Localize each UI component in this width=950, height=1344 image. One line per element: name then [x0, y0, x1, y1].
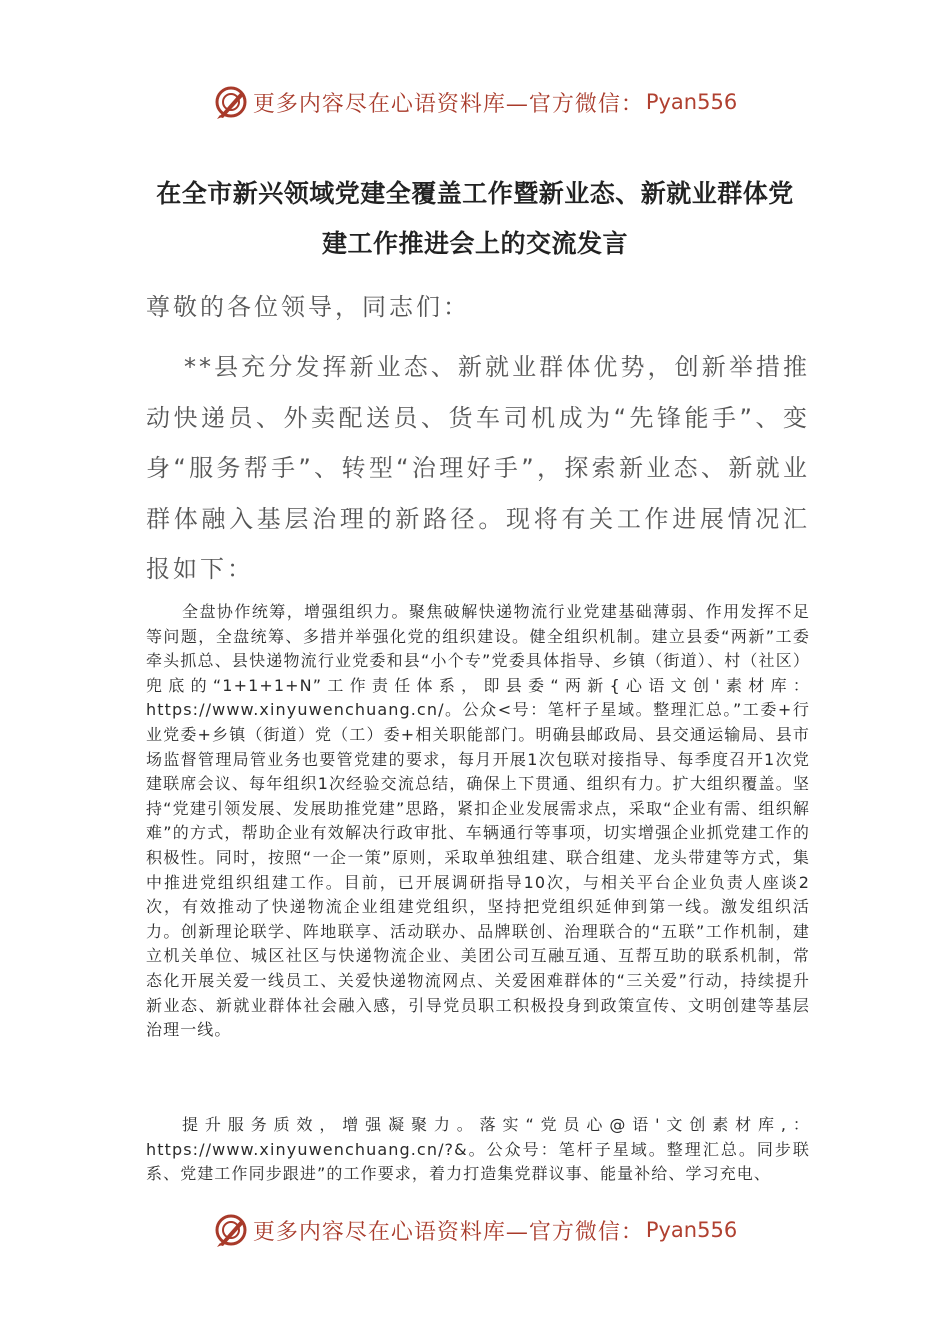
footer-banner [0, 1208, 950, 1252]
salutation: 尊敬的各位领导，同志们： [146, 293, 470, 321]
banner-text: 更多内容尽在心语资料库—官方微信： [252, 91, 644, 117]
banner-wechat-id: Pyan556 [645, 90, 738, 114]
header-banner [0, 80, 950, 124]
banner-text: 更多内容尽在心语资料库—官方微信： [252, 1219, 644, 1245]
banner-wechat-id: Pyan556 [645, 1218, 738, 1242]
document-title-line-1: 在全市新兴领域党建全覆盖工作暨新业态、新就业群体党 [156, 179, 794, 208]
brush-logo-icon [213, 1212, 249, 1248]
intro-paragraph: **县充分发挥新业态、新就业群体优势，创新举措推动快递员、外卖配送员、货车司机成为“先锋能手”、变身“服务帮手”、转型“治理好手”，探索新业态、新就业群体融入基层治理的新路径。现将有关工作进展情况汇报如下： [146, 353, 810, 583]
document-title-line-2: 建工作推进会上的交流发言 [321, 229, 628, 258]
body-paragraph-1: 全盘协作统筹，增强组织力。聚焦破解快递物流行业党建基础薄弱、作用发挥不足等问题，全盘统筹、多措并举强化党的组织建设。健全组织机制。建立县委“两新”工委牵头抓总、县快递物流行业党委和县“小个专”党委具体指导、乡镇（街道）、村（社区）兜底的“1+1+1+N”工作责任体系，即县委“两新{心语文创'素材库：https://www.xinyuwenchuang.cn/。公众<号：笔杆子星域。整理汇总。”工委+行业党委+乡镇（街道）党（工）委+相关职能部门。明确县邮政局、县交通运输局、县市场监督管理局管业务也要管党建的要求，每月开展1次包联对接指导、每季度召开1次党建联席会议、每年组织1次经验交流总结，确保上下贯通、组织有力。扩大组织覆盖。坚持“党建引领发展、发展助推党建”思路，紧扣企业发展需求点，采取“企业有需、组织解难”的方式，帮助企业有效解决行政审批、车辆通行等事项，切实增强企业抓党建工作的积极性。同时，按照“一企一策”原则，采取单独组建、联合组建、龙头带建等方式，集中推进党组织组建工作。目前，已开展调研指导10次，与相关平台企业负责人座谈2次，有效推动了快递物流企业组建党组织，坚持把党组织延伸到第一线。激发组织活力。创新理论联学、阵地联享、活动联办、品牌联创、治理联合的“五联”工作机制，建立机关单位、城区社区与快递物流企业、美团公司互融互通、互帮互助的联系机制，常态化开展关爱一线员工、关爱快递物流网点、关爱困难群体的“三关爱”行动，持续提升新业态、新就业群体社会融入感，引导党员职工积极投身到政策宣传、文明创建等基层治理一线。 [146, 602, 810, 1040]
body-paragraph-2: 提升服务质效，增强凝聚力。落实“党员心@语'文创素材库,：https://www.xinyuwenchuang.cn/?&。公众号：笔杆子星域。整理汇总。同步联系、党建工作同步跟进”的工作要求，着力打造集党群议事、能量补给、学习充电、 [146, 1115, 810, 1184]
brush-logo-icon [213, 84, 249, 120]
